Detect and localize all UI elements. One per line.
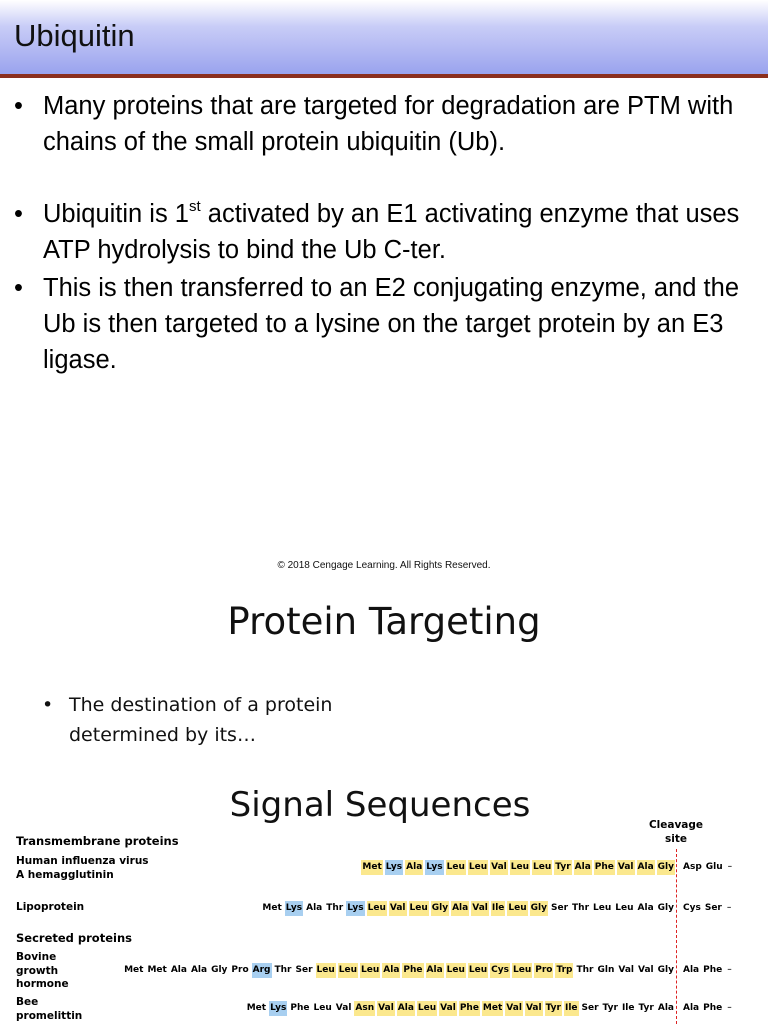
amino-acid: Thr [576,964,594,975]
amino-acid: Phe [703,1002,723,1013]
bullet-list [14,88,762,378]
amino-acid: Met [482,1001,503,1016]
superscript: st [189,198,201,215]
amino-acid: Gly [657,902,674,913]
amino-acid: Met [124,964,144,975]
amino-acid: Ser [704,902,722,913]
amino-acid: Asn [354,1001,375,1016]
amino-acid: Ala [426,963,444,978]
amino-acid: Phe [703,964,723,975]
pre-cleavage-segment [246,1001,675,1016]
amino-acid: Val [525,1001,543,1016]
signal-sequences-title: Signal Sequences [229,785,531,825]
amino-acid: Tyr [602,1002,618,1013]
amino-acid: Lys [269,1001,287,1016]
amino-acid: Ala [683,964,700,975]
amino-acid: Val [389,901,407,916]
amino-acid: Lys [385,860,403,875]
amino-acid: Ile [491,901,506,916]
amino-acid: Phe [594,860,615,875]
amino-acid: Leu [532,860,552,875]
amino-acid: Ser [581,1002,599,1013]
amino-acid: Ala [574,860,592,875]
amino-acid: Ala [657,1002,674,1013]
amino-acid: Phe [402,963,423,978]
bullet-item [14,196,762,268]
amino-acid: Val [471,901,489,916]
amino-acid: Pro [231,964,249,975]
bullet-item: • This is then transferred to an E2 conjugating enzyme, and the Ub is then targeted to a lysine on the target protein by an E3 ligase. [14,270,762,378]
amino-acid: Leu [360,963,380,978]
amino-acid: Ser [551,902,569,913]
protein-targeting-title: Protein Targeting [227,600,541,643]
amino-acid: Gly [657,964,674,975]
amino-acid: Ala [170,964,187,975]
sequence-row-bee-promelittin [246,1000,732,1016]
amino-acid: Lys [346,901,364,916]
section-transmembrane: Transmembrane proteins [16,834,179,848]
amino-acid: Leu [446,860,466,875]
amino-acid: Leu [313,1002,332,1013]
continuation-dash: – [726,903,732,913]
amino-acid: Gly [211,964,228,975]
header-divider [0,74,768,78]
sequence-row-lipoprotein [261,900,731,916]
amino-acid: Leu [446,963,466,978]
amino-acid: Gly [431,901,449,916]
amino-acid: Arg [252,963,272,978]
amino-acid: Pro [534,963,553,978]
amino-acid: Met [262,902,282,913]
bullet-text: Ubiquitin is 1 [43,200,189,228]
row-label-bee-promelittin: Bee promelittin [16,996,83,1022]
amino-acid: Leu [512,963,532,978]
amino-acid: Thr [572,902,590,913]
amino-acid: Val [505,1001,523,1016]
amino-acid: Phe [459,1001,480,1016]
amino-acid: Lys [285,901,303,916]
amino-acid: Leu [367,901,387,916]
amino-acid: Val [618,964,635,975]
amino-acid: Cys [683,902,701,913]
bullet-item: • Many proteins that are targeted for degradation are PTM with chains of the small protein ubiquitin (Ub). [14,88,762,160]
amino-acid: Trp [555,963,573,978]
amino-acid: Ala [637,860,655,875]
amino-acid: Glu [705,861,723,872]
amino-acid: Leu [409,901,429,916]
amino-acid: Gly [530,901,548,916]
row-label-lipoprotein: Lipoprotein [16,901,85,913]
amino-acid: Leu [338,963,358,978]
amino-acid: Ile [621,1002,635,1013]
pre-cleavage-segment [123,963,675,978]
amino-acid: Ala [397,1001,415,1016]
pre-cleavage-segment [361,860,675,875]
amino-acid: Ala [190,964,208,975]
cleavage-site-line [676,849,677,1024]
amino-acid: Val [617,860,635,875]
amino-acid: Ile [564,1001,579,1016]
sequence-row-hemagglutinin [361,859,732,875]
amino-acid: Ser [295,964,313,975]
amino-acid: Val [439,1001,457,1016]
amino-acid: Ala [637,902,654,913]
amino-acid: Leu [316,963,336,978]
amino-acid: Ala [405,860,423,875]
cleavage-site-label: Cleavage site [648,819,704,845]
section-secreted: Secreted proteins [16,931,132,945]
amino-acid: Met [147,964,167,975]
amino-acid: Leu [468,963,488,978]
protein-targeting-bullet: • The destination of a protein determined by its… [42,690,429,750]
amino-acid: Tyr [554,860,571,875]
amino-acid: Cys [490,963,510,978]
amino-acid: Tyr [545,1001,562,1016]
amino-acid: Gln [597,964,615,975]
continuation-dash: – [727,965,732,975]
amino-acid: Leu [615,902,634,913]
sequence-row-bovine-growth-hormone [123,962,732,978]
row-label-hemagglutinin: Human influenza virus A hemagglutinin [16,855,149,881]
amino-acid: Ala [451,901,469,916]
amino-acid: Asp [683,861,702,872]
amino-acid: Leu [593,902,612,913]
amino-acid: Lys [425,860,443,875]
amino-acid: Ala [382,963,400,978]
amino-acid: Leu [468,860,488,875]
amino-acid: Ala [306,902,323,913]
amino-acid: Val [377,1001,395,1016]
amino-acid: Val [490,860,508,875]
bullet-text: activated by an E1 activating enzyme that uses ATP hydrolysis to bind the Ub C-ter. [43,200,740,264]
row-label-bovine-growth-hormone: Bovine growth hormone [16,951,69,990]
amino-acid: Ala [683,1002,700,1013]
amino-acid: Gly [657,860,675,875]
amino-acid: Leu [417,1001,437,1016]
slide-title: Ubiquitin [14,18,135,53]
amino-acid: Met [246,1002,267,1013]
amino-acid: Met [361,860,382,875]
amino-acid: Thr [274,964,292,975]
amino-acid: Val [335,1002,352,1013]
continuation-dash: – [727,1003,732,1013]
amino-acid: Val [638,964,654,975]
copyright-notice: © 2018 Cengage Learning. All Rights Reserved. [277,560,491,571]
amino-acid: Thr [326,902,344,913]
continuation-dash: – [727,862,733,872]
pre-cleavage-segment [261,901,675,916]
amino-acid: Leu [510,860,530,875]
amino-acid: Phe [290,1002,310,1013]
amino-acid: Leu [507,901,527,916]
amino-acid: Tyr [638,1002,654,1013]
